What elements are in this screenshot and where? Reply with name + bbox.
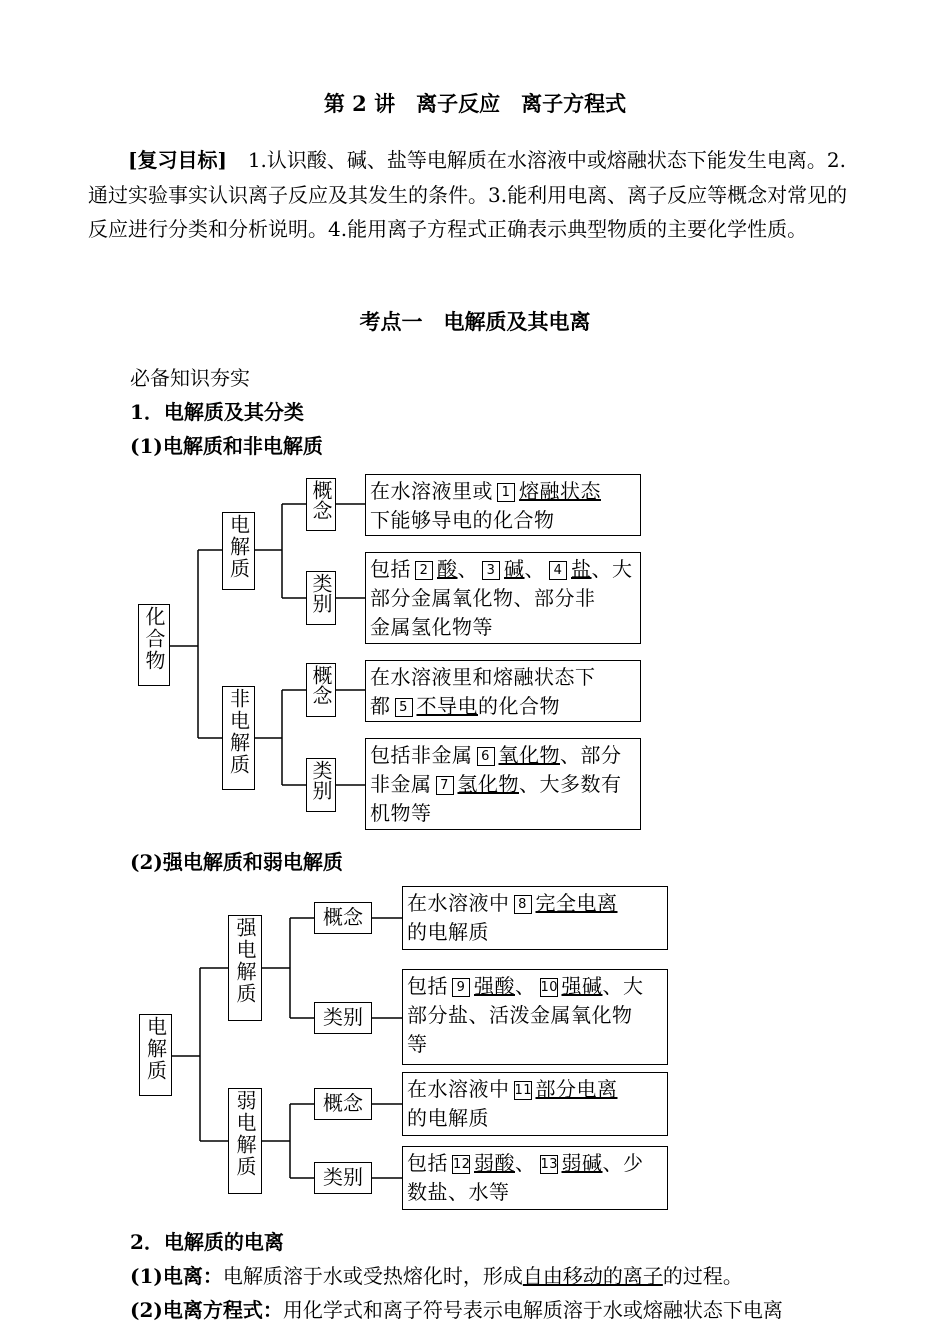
text: 数盐、水等 xyxy=(407,1180,510,1204)
text: 等 xyxy=(407,1032,428,1056)
node-weak-electrolyte xyxy=(228,1088,262,1194)
node-electrolyte-root xyxy=(139,1014,172,1096)
text: 的电解质 xyxy=(407,1106,489,1130)
node-nonelectrolyte xyxy=(222,686,255,790)
answer: 酸 xyxy=(437,557,458,581)
ionization-text: 电解质溶于水或受热熔化时，形成 xyxy=(222,1264,523,1288)
text: 下能够导电的化合物 xyxy=(370,508,555,532)
blank-number: 2 xyxy=(415,561,433,580)
text: 部分盐、活泼金属氧化物 xyxy=(407,1003,633,1027)
text: 包括非金属 xyxy=(370,743,473,767)
goal-2: 2.通过实验事实认识离子反应及其发生的条件。 xyxy=(88,148,847,207)
review-goals xyxy=(88,143,863,247)
page-title: 第 2 讲 离子反应 离子方程式 xyxy=(323,91,627,116)
equation-text: 用化学式和离子符号表示电解质溶于水或熔融状态下电离 xyxy=(282,1298,783,1322)
desc-nonelectrolyte-concept xyxy=(365,660,641,722)
answer: 部分电离 xyxy=(535,1077,618,1101)
section-title: 考点一 电解质及其电离 xyxy=(359,309,591,334)
text: 、部分 xyxy=(560,743,622,767)
answer: 弱酸 xyxy=(474,1151,515,1175)
text: 包括 xyxy=(407,1151,448,1175)
goal-3: 3.能利用电离、离子反应等概念对常见的反应进行分类和分析说明。 xyxy=(88,182,848,241)
answer: 弱碱 xyxy=(561,1151,603,1175)
node-b-category xyxy=(306,758,336,812)
answer: 盐 xyxy=(571,557,592,581)
text: 包括 xyxy=(407,974,448,998)
ionization-definition xyxy=(130,1260,743,1289)
blank-number: 8 xyxy=(514,895,532,914)
answer: 碱 xyxy=(504,557,525,581)
answer: 完全电离 xyxy=(535,891,618,915)
desc-strong-concept xyxy=(402,886,668,950)
text: 金属氢化物等 xyxy=(370,615,493,639)
node-electrolyte xyxy=(222,512,255,590)
blank-number: 1 xyxy=(497,483,515,502)
blank-number: 13 xyxy=(540,1157,559,1172)
node-b-category-label: 类别 xyxy=(309,760,333,800)
ionization-answer: 自由移动的离子 xyxy=(522,1264,663,1288)
text: 都 xyxy=(370,694,391,718)
node-a-concept-label: 概念 xyxy=(309,480,333,520)
blank-number: 6 xyxy=(477,747,495,766)
blank-number: 11 xyxy=(514,1083,533,1098)
node-b-concept-label: 概念 xyxy=(309,665,333,705)
ionization-equation xyxy=(130,1294,783,1323)
desc-weak-category: 包括 12 弱酸、 13 弱碱、少 数盐、水等 xyxy=(402,1146,668,1210)
node-a-category xyxy=(306,571,336,625)
subheading: 必备知识夯实 xyxy=(130,366,250,390)
equation-label: (2)电离方程式： xyxy=(130,1298,283,1322)
text: 在水溶液里和熔融状态下 xyxy=(370,665,596,689)
blank-number: 5 xyxy=(395,698,413,717)
desc-nonelectrolyte-category xyxy=(365,738,641,830)
text: 包括 xyxy=(370,557,411,581)
node-strong-concept: 概念 xyxy=(314,902,372,934)
blank-number: 9 xyxy=(452,978,470,997)
desc-weak-concept xyxy=(402,1072,668,1136)
node-strong-category: 类别 xyxy=(314,1002,372,1034)
ionization-text-end: 的过程。 xyxy=(662,1264,743,1288)
node-a-concept xyxy=(306,478,336,531)
node-electrolyte-root-label: 电解质 xyxy=(143,1016,168,1082)
text: 部分金属氧化物、部分非 xyxy=(370,586,596,610)
node-compound-label: 化合物 xyxy=(142,606,166,672)
text: 的化合物 xyxy=(478,694,560,718)
text: 在水溶液中 xyxy=(407,1077,510,1101)
answer: 熔融状态 xyxy=(519,479,601,503)
desc-electrolyte-concept xyxy=(365,474,641,536)
text: 机物等 xyxy=(370,801,432,825)
heading-1: 1．电解质及其分类 xyxy=(130,400,304,424)
heading-1-sub2: (2)强电解质和弱电解质 xyxy=(130,850,343,874)
review-label: [复习目标] xyxy=(128,148,227,172)
node-a-category-label: 类别 xyxy=(309,573,333,613)
desc-strong-category: 包括 9 强酸、 10 强碱、大 部分盐、活泼金属氧化物 等 xyxy=(402,969,668,1065)
text: 、大 xyxy=(591,557,633,581)
blank-number: 3 xyxy=(482,561,500,580)
text: 的电解质 xyxy=(407,920,489,944)
text: 非金属 xyxy=(370,772,432,796)
blank-number: 10 xyxy=(540,980,559,995)
node-nonelectrolyte-label: 非电解质 xyxy=(226,688,251,776)
answer: 强碱 xyxy=(561,974,603,998)
node-strong-electrolyte xyxy=(228,915,262,1021)
answer: 不导电 xyxy=(416,694,478,718)
text: 、大 xyxy=(602,974,644,998)
node-weak-electrolyte-label: 弱电解质 xyxy=(233,1090,257,1178)
node-compound xyxy=(138,604,170,686)
node-weak-concept: 概念 xyxy=(314,1088,372,1120)
node-electrolyte-label: 电解质 xyxy=(226,514,251,580)
blank-number: 12 xyxy=(453,1157,471,1172)
text: 、大多数有 xyxy=(519,772,622,796)
ionization-label: (1)电离： xyxy=(130,1264,223,1288)
heading-1-sub: (1)电解质和非电解质 xyxy=(130,434,323,458)
desc-electrolyte-category: 包括 2 酸、 3 碱、 4 盐、大 部分金属氧化物、部分非 金属氢化物等 xyxy=(365,552,641,644)
answer: 氧化物 xyxy=(498,743,560,767)
heading-2: 2．电解质的电离 xyxy=(130,1230,284,1254)
goal-4: 4.能用离子方程式正确表示典型物质的主要化学性质。 xyxy=(328,217,808,241)
text: 在水溶液中 xyxy=(407,891,510,915)
blank-number: 4 xyxy=(549,561,567,580)
node-weak-category: 类别 xyxy=(314,1162,372,1194)
answer: 强酸 xyxy=(474,974,515,998)
text: 在水溶液里或 xyxy=(370,479,493,503)
blank-number: 7 xyxy=(436,776,454,795)
node-b-concept xyxy=(306,663,336,717)
node-strong-electrolyte-label: 强电解质 xyxy=(233,917,257,1005)
goal-1: 1.认识酸、碱、盐等电解质在水溶液中或熔融状态下能发生电离。 xyxy=(247,148,827,172)
text: 、少 xyxy=(602,1151,644,1175)
answer: 氢化物 xyxy=(457,772,519,796)
